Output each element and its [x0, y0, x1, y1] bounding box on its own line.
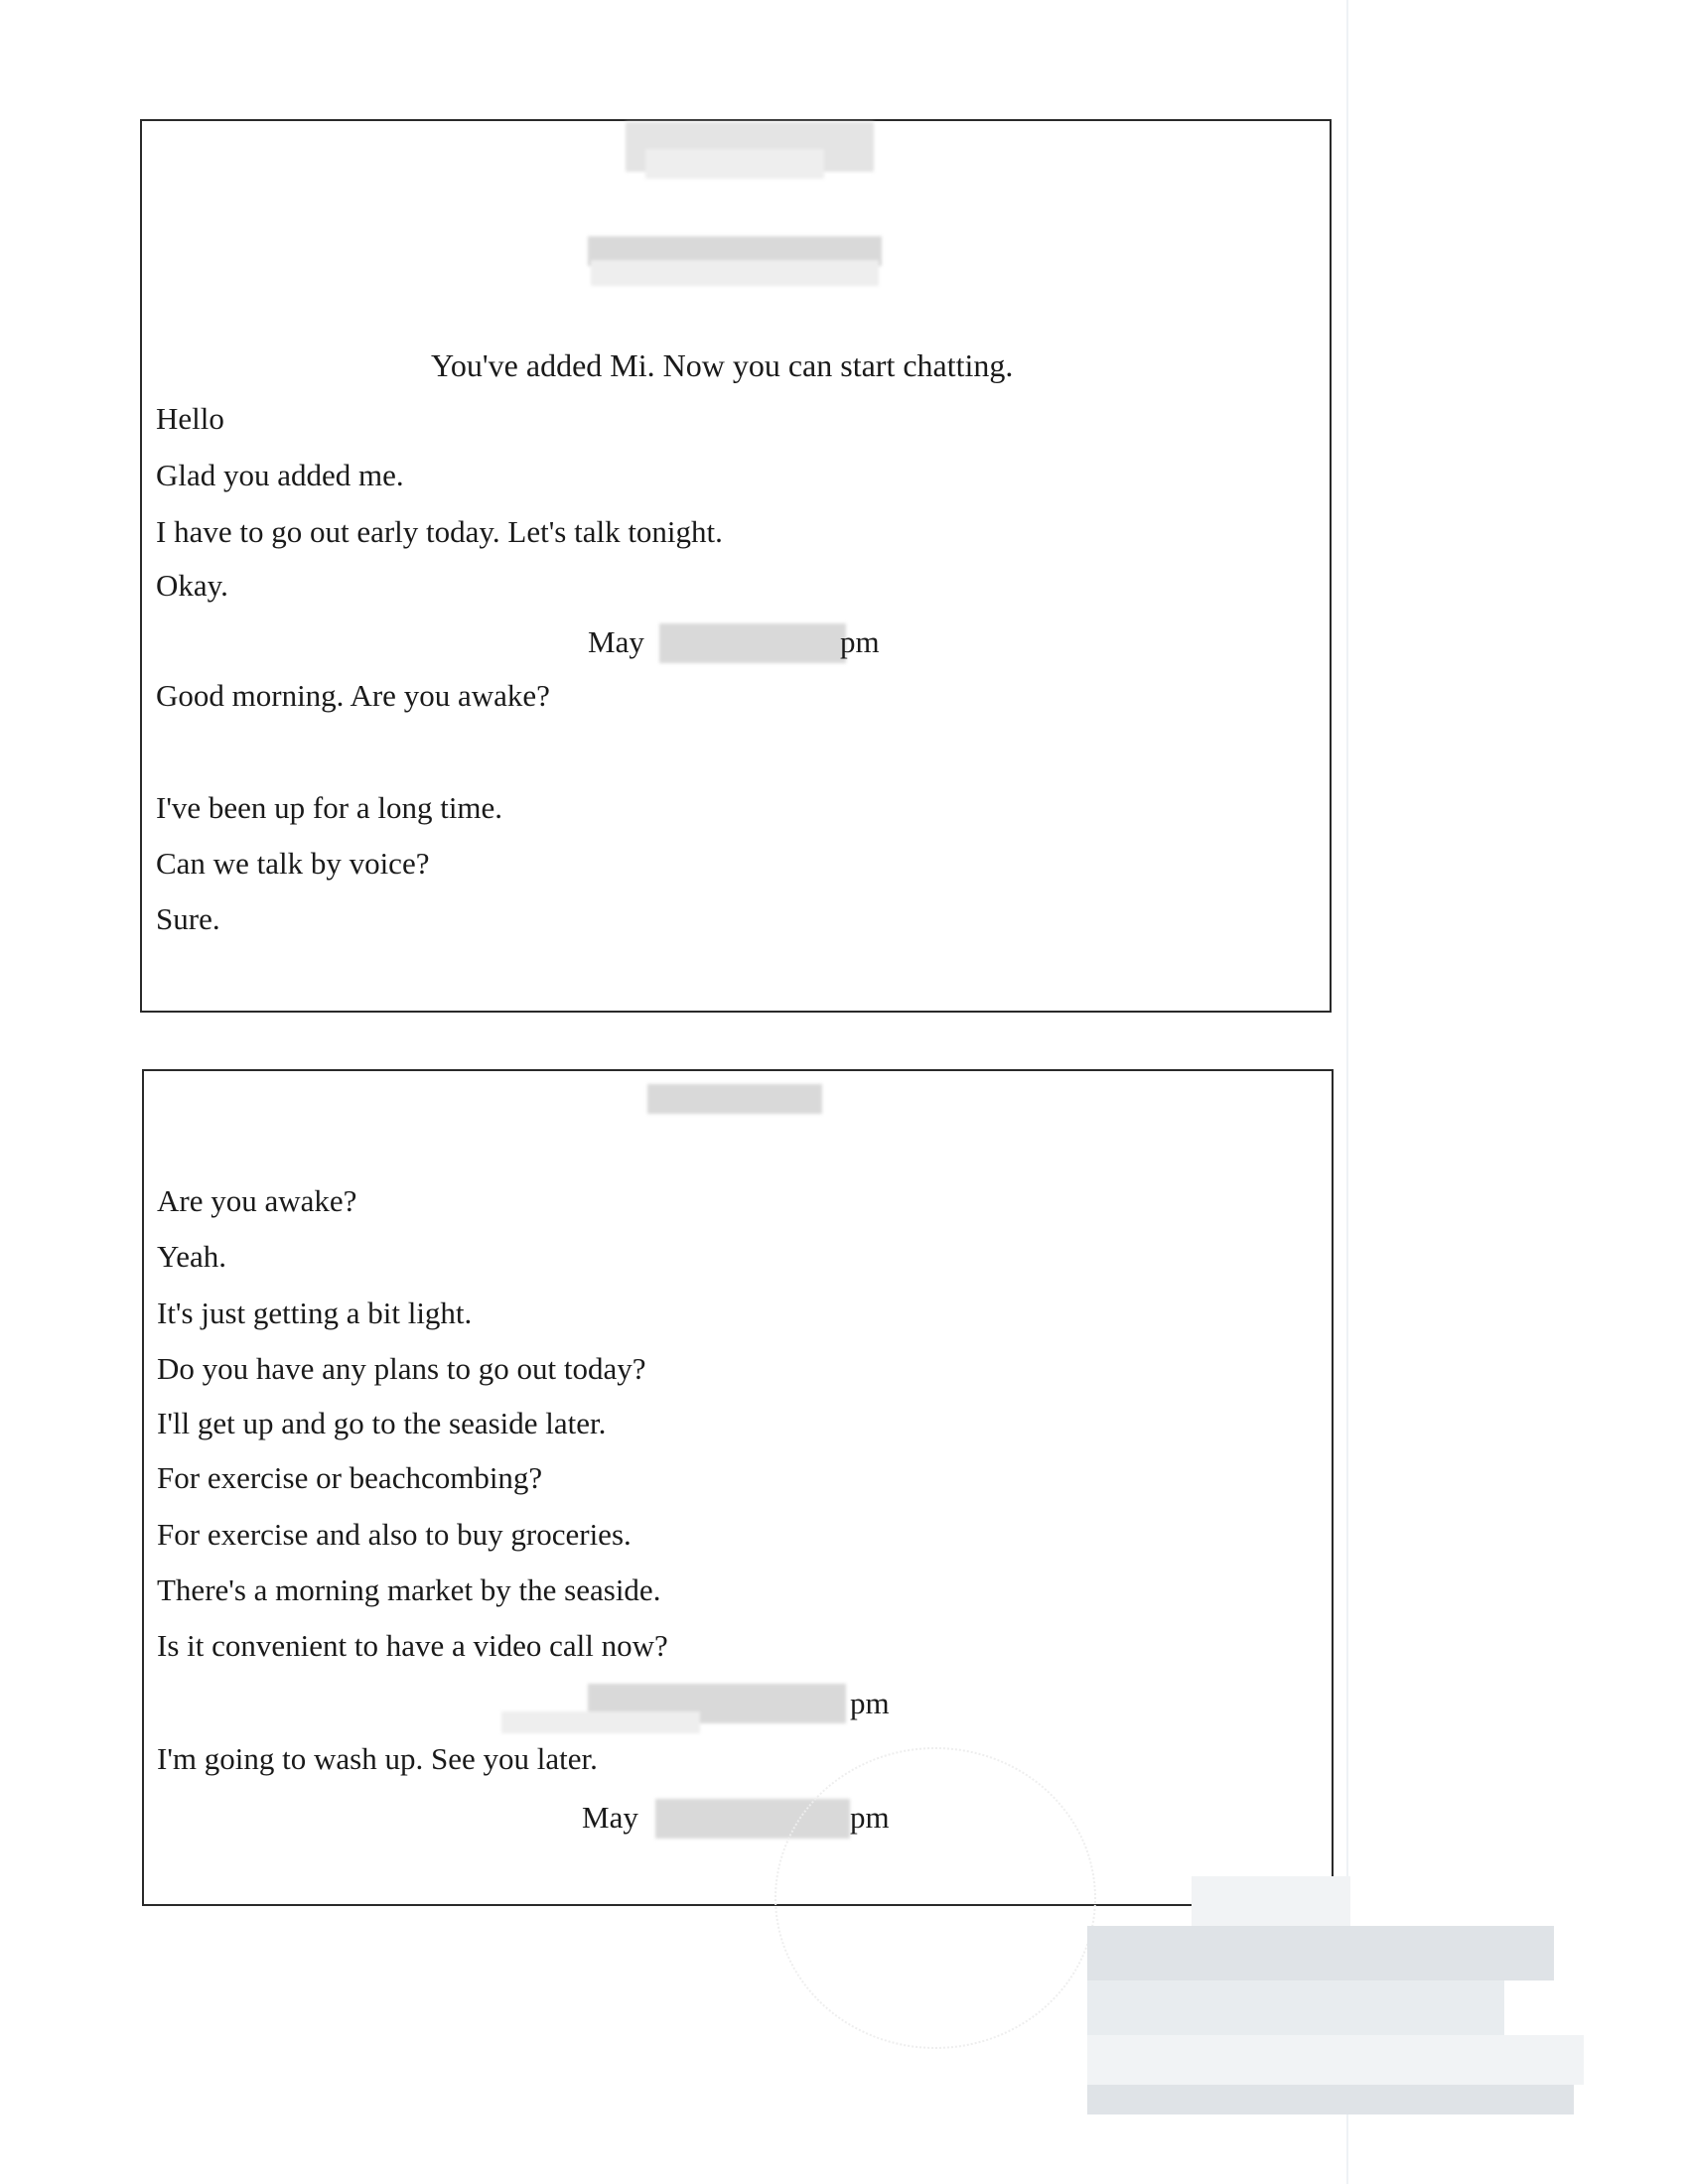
timestamp-suffix: pm: [840, 624, 880, 659]
message: I'll get up and go to the seaside later.: [157, 1406, 607, 1440]
scan-edge-line: [1346, 0, 1348, 2184]
redacted-signature-block: [1087, 2085, 1574, 2115]
message: Are you awake?: [157, 1183, 357, 1218]
redacted-timestamp: [659, 623, 846, 663]
redacted-signature-block: [1087, 1926, 1554, 1980]
message: Is it convenient to have a video call now?: [157, 1628, 668, 1663]
message: Yeah.: [157, 1239, 227, 1274]
message: Do you have any plans to go out today?: [157, 1351, 646, 1386]
message: For exercise or beachcombing?: [157, 1460, 543, 1495]
message: Good morning. Are you awake?: [156, 678, 550, 713]
message: Okay.: [156, 568, 228, 603]
redacted-signature-block: [1087, 1980, 1504, 2035]
redacted-timestamp-shadow: [501, 1711, 700, 1733]
message: For exercise and also to buy groceries.: [157, 1517, 632, 1552]
message: Glad you added me.: [156, 458, 404, 492]
redacted-header-date: [647, 1084, 822, 1114]
message: I've been up for a long time.: [156, 790, 503, 825]
faint-seal-stamp: [774, 1747, 1096, 2049]
timestamp-suffix: pm: [850, 1686, 890, 1720]
timestamp-suffix: pm: [850, 1800, 890, 1835]
added-contact-notice: You've added Mi. Now you can start chatting.: [431, 347, 1014, 383]
timestamp-prefix: May: [582, 1800, 638, 1835]
timestamp-prefix: May: [588, 624, 644, 659]
redacted-contact-name-shadow: [645, 149, 824, 179]
message: I have to go out early today. Let's talk tonight.: [156, 514, 723, 549]
message: Sure.: [156, 901, 220, 936]
redacted-signature-block: [1087, 2035, 1584, 2085]
redacted-signature-block: [1192, 1876, 1350, 1931]
message: Can we talk by voice?: [156, 846, 430, 881]
message: It's just getting a bit light.: [157, 1296, 473, 1330]
message: Hello: [156, 401, 224, 436]
message: There's a morning market by the seaside.: [157, 1572, 661, 1607]
redacted-header-date-shadow: [591, 260, 879, 286]
message: I'm going to wash up. See you later.: [157, 1741, 598, 1776]
